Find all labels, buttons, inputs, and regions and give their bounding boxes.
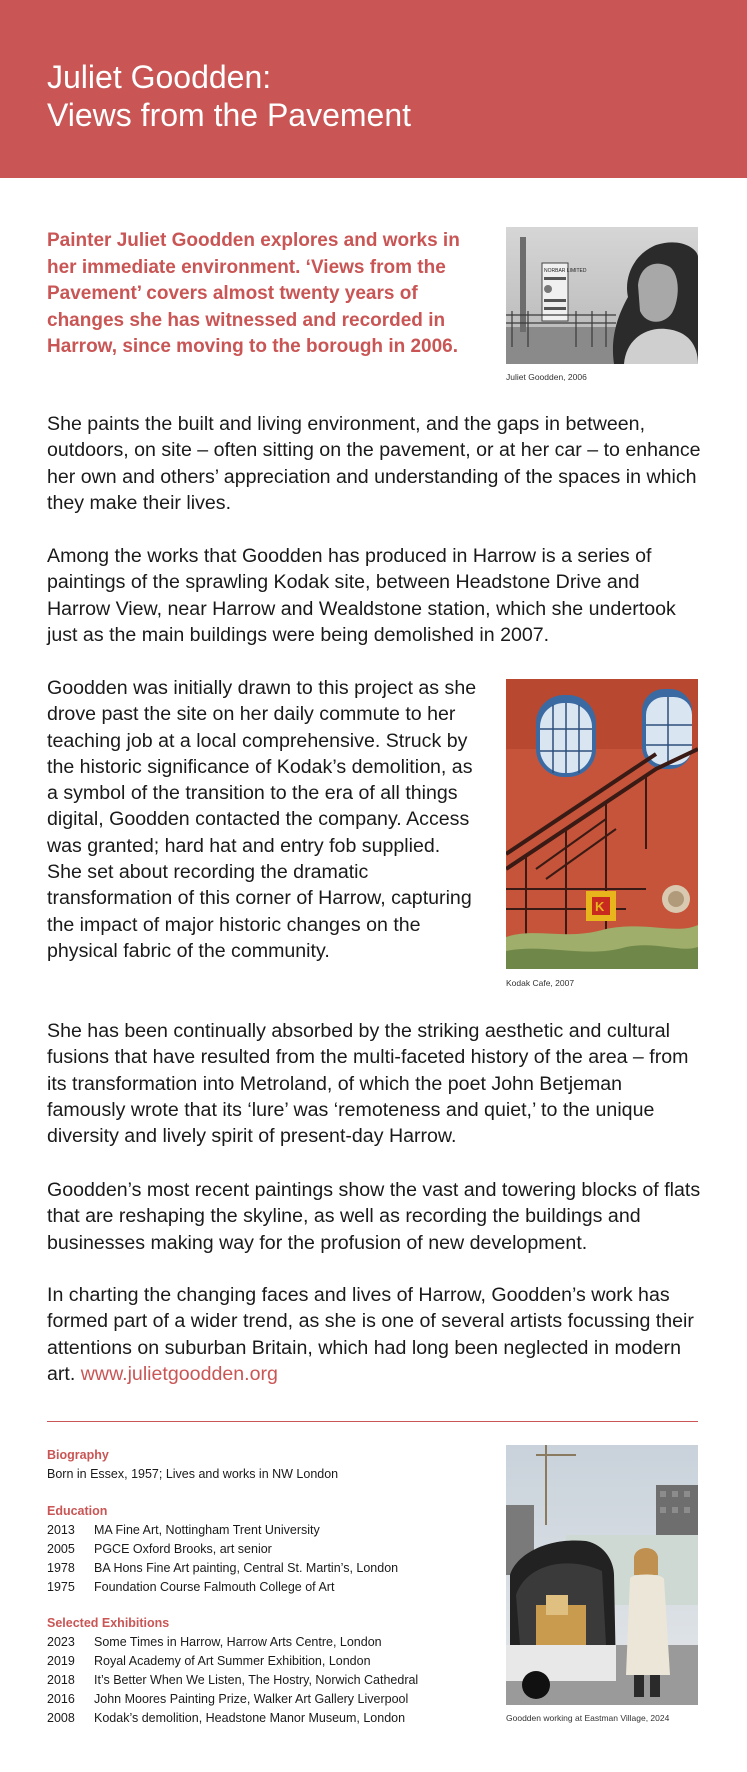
body-paragraph-2: Among the works that Goodden has produced in Harrow is a series of paintings of the sprawling Kodak site, between Headstone Drive and Harrow View, near Harrow and Wealdstone station, which she undertook just as the main buildings were being demolished in 2007.: [47, 545, 676, 646]
list-item: 1975 Foundation Course Falmouth College of Art: [47, 1580, 335, 1594]
biography-text: Born in Essex, 1957; Lives and works in NW London: [47, 1467, 339, 1481]
body-paragraph-4: She has been continually absorbed by the striking aesthetic and cultural fusions that have resulted from the multi-faceted history of the area – from its transformation into Metroland, of which the poet John Betjeman famously wrote that its ‘lure’ was ‘remoteness and quiet,’ to the unique diversity and lively spirit of present-day Harrow.: [47, 1020, 689, 1148]
list-item: 2013 MA Fine Art, Nottingham Trent University: [47, 1523, 320, 1537]
working-caption: Goodden working at Eastman Village, 2024: [506, 1713, 670, 1723]
header-banner: [0, 0, 747, 178]
body-paragraph-3: Goodden was initially drawn to this project as she drove past the site on her daily commute to her teaching job at a local comprehensive. Struck by the historic significance of Kodak’s demolition, as a symbol of the transition to the era of all things digital, Goodden contacted the company. Access was granted; hard hat and entry fob supplied. She set about recording the dramatic transformation of this corner of Harrow, capturing the impact of major historic changes on the physical fabric of the community.: [47, 677, 477, 962]
list-item: 2018 It’s Better When We Listen, The Hostry, Norwich Cathedral: [47, 1673, 419, 1687]
svg-text:K: K: [595, 899, 605, 914]
list-item: 2008 Kodak’s demolition, Headstone Manor Museum, London: [47, 1711, 406, 1725]
portrait-caption: Juliet Goodden, 2006: [506, 372, 587, 382]
body-paragraph-1: She paints the built and living environment, and the gaps in between, outdoors, on site – often sitting on the pavement, or at her car – to enhance her own and others’ appreciation and understanding of the spaces in which they make their lives.: [47, 413, 701, 514]
body-paragraph-6: In charting the changing faces and lives of Harrow, Goodden’s work has formed part of a wider trend, as she is one of several artists focussing their attentions on suburban Britain, which had long been neglected in modern art. www.julietgoodden.org: [47, 1284, 694, 1385]
portrait-photo: [506, 227, 698, 364]
intro-paragraph: Painter Juliet Goodden explores and works in her immediate environment. ‘Views from the Pavement’ covers almost twenty years of changes she has witnessed and recorded in Harrow, since moving to the borough in 2006.: [47, 230, 460, 357]
list-item: 2005 PGCE Oxford Brooks, art senior: [47, 1542, 272, 1556]
painting-caption: Kodak Cafe, 2007: [506, 978, 575, 988]
kodak-cafe-painting: [506, 679, 698, 969]
list-item: 2016 John Moores Painting Prize, Walker Art Gallery Liverpool: [47, 1692, 409, 1706]
list-item: 1978 BA Hons Fine Art painting, Central St. Martin’s, London: [47, 1561, 399, 1575]
page-title: Juliet Goodden: Views from the Pavement: [47, 59, 412, 133]
body-paragraph-5: Goodden’s most recent paintings show the vast and towering blocks of flats that are reshaping the skyline, as well as recording the buildings and businesses making way for the profusion of new development.: [47, 1179, 701, 1254]
list-item: 2019 Royal Academy of Art Summer Exhibition, London: [47, 1654, 371, 1668]
biography-heading: Biography: [47, 1448, 109, 1462]
list-item: 2023 Some Times in Harrow, Harrow Arts Centre, London: [47, 1635, 382, 1649]
exhibitions-heading: Selected Exhibitions: [47, 1616, 170, 1630]
exhibitions-list: [47, 1633, 418, 1728]
website-link[interactable]: www.julietgoodden.org: [80, 1362, 278, 1385]
education-heading: Education: [47, 1504, 108, 1518]
working-photo: [506, 1445, 698, 1705]
education-list: [47, 1521, 398, 1597]
section-divider: [47, 1421, 698, 1422]
sign-text: NORBAR LIMITED: [544, 268, 587, 274]
